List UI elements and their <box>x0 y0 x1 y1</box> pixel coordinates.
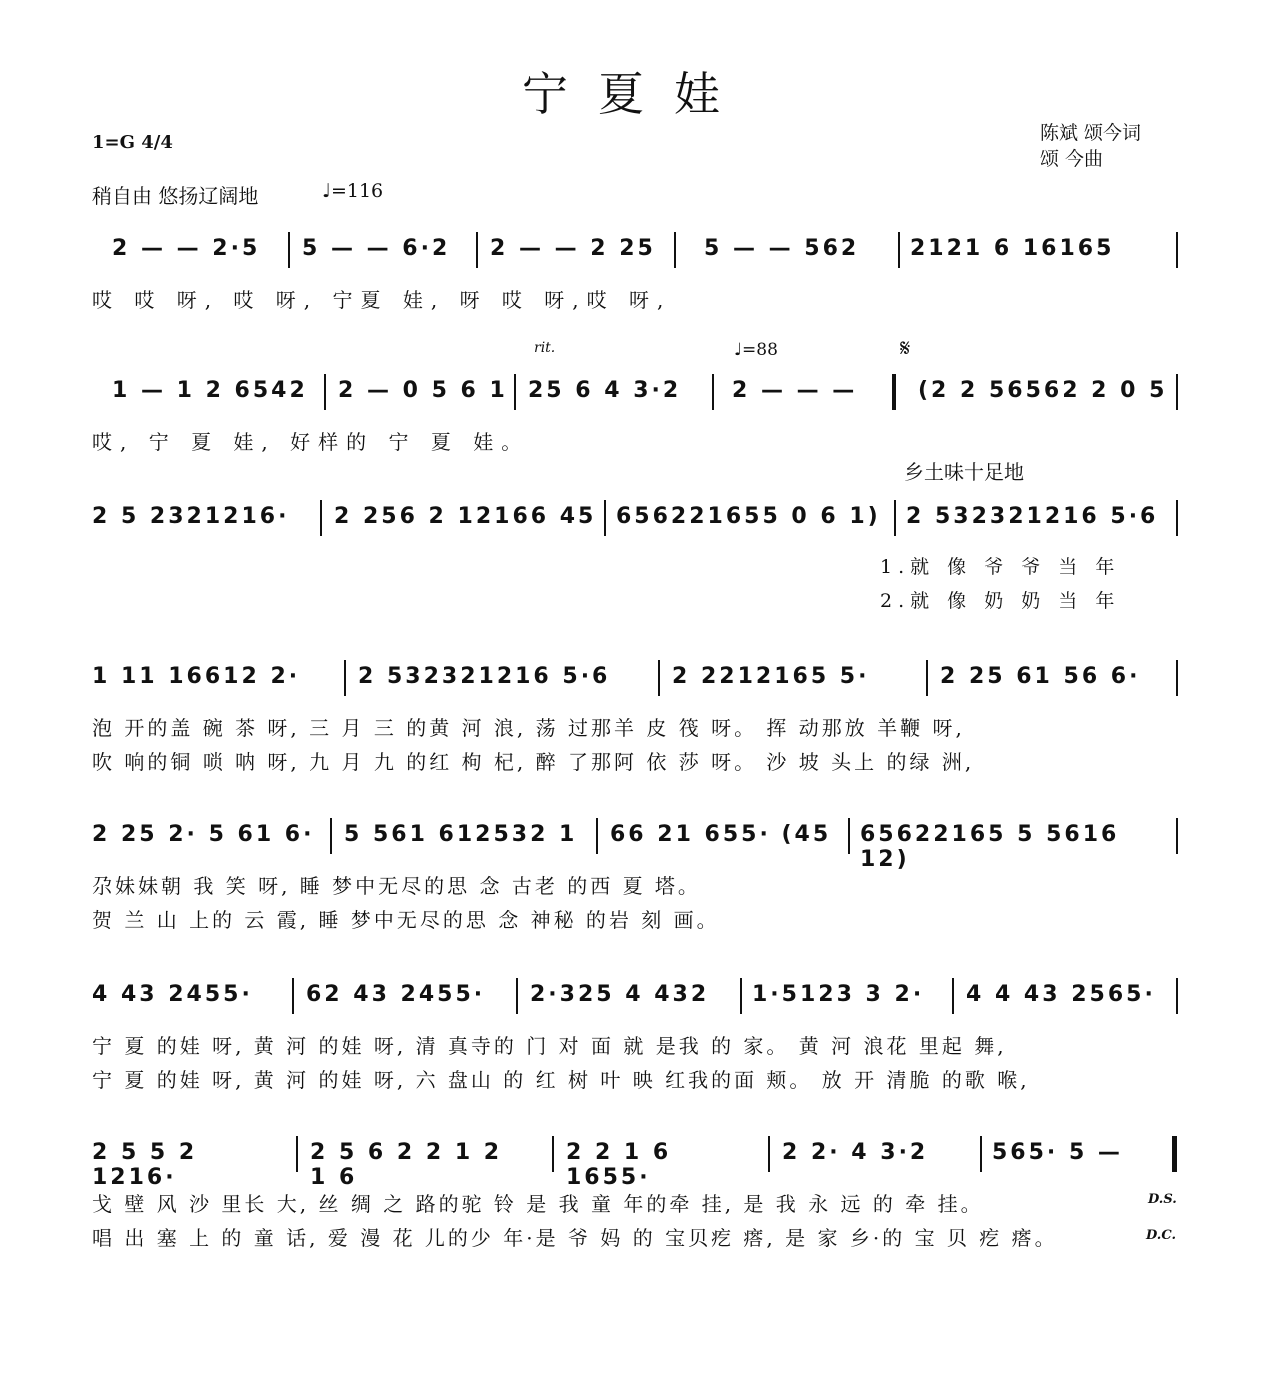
barline <box>980 1136 982 1172</box>
measure: 2 2 1 6 1655· <box>566 1140 672 1190</box>
measure: 2 256 2 12166 45 <box>334 504 597 529</box>
barline <box>1176 374 1178 410</box>
barline <box>596 818 598 854</box>
lyrics-verse-1: 宁 夏 的娃 呀, 黄 河 的娃 呀, 清 真寺的 门 对 面 就 是我 的 家。 黄 河 浪花 里起 舞, <box>92 1034 1007 1058</box>
barline <box>952 978 954 1014</box>
composer: 颂 今曲 <box>1040 148 1104 170</box>
section-expression: 乡土味十足地 <box>904 460 1024 484</box>
measure: 2 2· 4 3·2 <box>782 1140 929 1165</box>
measure: 2 5 2321216· <box>92 504 290 529</box>
measure: 1·5123 3 2· <box>752 982 925 1007</box>
measure: 25 6 4 3·2 <box>528 378 682 403</box>
barline <box>848 818 850 854</box>
measure: 2 532321216 5·6 <box>358 664 611 689</box>
staff-row-6 <box>92 982 1182 1022</box>
measure: 2 2212165 5· <box>672 664 870 689</box>
barline <box>1176 978 1178 1014</box>
measure: (2 2 56562 2 0 5 <box>918 378 1168 403</box>
staff-row-3 <box>92 504 1182 544</box>
lyrics-verse-1: 戈 壁 风 沙 里长 大, 丝 绸 之 路的驼 铃 是 我 童 年的牵 挂, 是 我 永 远 的 牵 挂。 <box>92 1192 984 1216</box>
measure: 2 532321216 5·6 <box>906 504 1159 529</box>
measure: 2 — — — <box>732 378 858 403</box>
barline <box>768 1136 770 1172</box>
barline <box>1176 500 1178 536</box>
tempo-mark: ♩=116 <box>322 180 384 202</box>
barline <box>324 374 326 410</box>
barline <box>712 374 714 410</box>
barline <box>1176 660 1178 696</box>
measure: 62 43 2455· <box>306 982 486 1007</box>
barline <box>894 500 896 536</box>
measure: 656221655 0 6 1) <box>616 504 881 529</box>
measure: 2 — — 2 25 <box>490 236 656 261</box>
measure: 4 4 43 2565· <box>966 982 1156 1007</box>
measure: 5 561 612532 1 <box>344 822 578 847</box>
measure: 565· 5 — <box>992 1140 1123 1165</box>
rit-mark: rit. <box>534 340 556 356</box>
staff-row-7 <box>92 1140 1182 1190</box>
measure: 5 — — 562 <box>704 236 860 261</box>
barline <box>514 374 516 410</box>
measure: 2121 6 16165 <box>910 236 1115 261</box>
barline <box>296 1136 298 1172</box>
lyrics-verse-1: 尕妹妹朝 我 笑 呀, 睡 梦中无尽的思 念 古老 的西 夏 塔。 <box>92 874 701 898</box>
repeat-start-barline <box>892 374 896 410</box>
measure: 4 43 2455· <box>92 982 253 1007</box>
repeat-end-barline <box>1172 1136 1177 1172</box>
lyrics-verse-2: 吹 响的铜 唢 呐 呀, 九 月 九 的红 枸 杞, 醉 了那阿 依 莎 呀。 沙 坡 头上 的绿 洲, <box>92 750 975 774</box>
staff-row-1 <box>92 236 1182 276</box>
barline <box>476 232 478 268</box>
barline <box>292 978 294 1014</box>
barline <box>552 1136 554 1172</box>
tempo-change: ♩=88 <box>734 340 778 360</box>
measure: 65622165 5 5616 12) <box>860 822 1120 872</box>
barline <box>320 500 322 536</box>
barline <box>516 978 518 1014</box>
measure: 1 — 1 2 6542 <box>112 378 308 403</box>
segno-sign: 𝄋 <box>900 334 911 362</box>
staff-row-5 <box>92 822 1182 872</box>
barline <box>674 232 676 268</box>
lyrics-verse-1: 泡 开的盖 碗 茶 呀, 三 月 三 的黄 河 浪, 荡 过那羊 皮 筏 呀。 挥 动那放 羊鞭 呀, <box>92 716 965 740</box>
lyrics-line: 哎, 宁 夏 娃, 好样的 宁 夏 娃。 <box>92 430 530 454</box>
lyrics-verse-2: 唱 出 塞 上 的 童 话, 爱 漫 花 儿的少 年·是 爷 妈 的 宝贝疙 瘩, 是 家 乡·的 宝 贝 疙 瘩。 <box>92 1226 1058 1250</box>
key-signature: 1=G 4/4 <box>92 132 173 153</box>
barline <box>1176 818 1178 854</box>
staff-row-2 <box>92 378 1182 418</box>
dc-mark: D.C. <box>1146 1228 1176 1243</box>
tempo-description: 稍自由 悠扬辽阔地 <box>92 184 259 208</box>
lyrics-verse-2: 贺 兰 山 上的 云 霞, 睡 梦中无尽的思 念 神秘 的岩 刻 画。 <box>92 908 720 932</box>
barline <box>658 660 660 696</box>
song-title: 宁夏娃 <box>522 67 750 121</box>
lyricist: 陈斌 颂今词 <box>1040 122 1142 144</box>
barline <box>604 500 606 536</box>
lyrics-line: 哎 哎 呀, 哎 呀, 宁夏 娃, 呀 哎 呀,哎 呀, <box>92 288 672 312</box>
measure: 2 25 61 56 6· <box>940 664 1141 689</box>
measure: 2 5 5 2 1216· <box>92 1140 198 1190</box>
barline <box>330 818 332 854</box>
measure: 2 — — 2·5 <box>112 236 261 261</box>
barline <box>898 232 900 268</box>
barline <box>926 660 928 696</box>
lyrics-verse-2: 2.就 像 奶 奶 当 年 <box>880 590 1121 612</box>
ds-mark: D.S. <box>1148 1192 1177 1207</box>
barline <box>1176 232 1178 268</box>
measure: 2 25 2· 5 61 6· <box>92 822 315 847</box>
measure: 5 — — 6·2 <box>302 236 451 261</box>
measure: 2 — 0 5 6 1 <box>338 378 508 403</box>
lyrics-verse-2: 宁 夏 的娃 呀, 黄 河 的娃 呀, 六 盘山 的 红 树 叶 映 红我的面 颊。 放 开 清脆 的歌 喉, <box>92 1068 1030 1092</box>
measure: 66 21 655· (45 <box>610 822 832 847</box>
measure: 1 11 16612 2· <box>92 664 301 689</box>
barline <box>740 978 742 1014</box>
staff-row-4 <box>92 664 1182 704</box>
measure: 2 5 6 2 2 1 2 1 6 <box>310 1140 503 1190</box>
barline <box>344 660 346 696</box>
measure: 2·325 4 432 <box>530 982 710 1007</box>
lyrics-verse-1: 1.就 像 爷 爷 当 年 <box>880 556 1121 578</box>
barline <box>288 232 290 268</box>
